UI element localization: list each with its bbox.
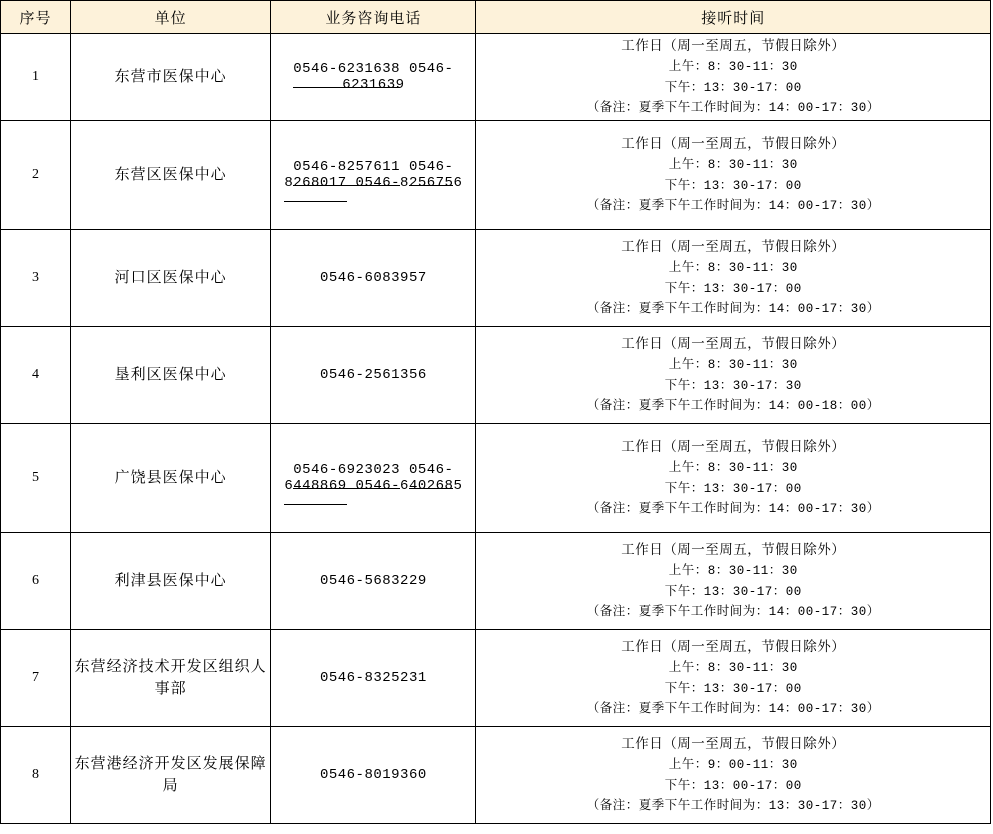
- phone-stack: [271, 61, 475, 93]
- service-hours-note: （备注：夏季下午工作时间为：14：00-17：30）: [586, 101, 880, 116]
- service-hours-note: （备注：夏季下午工作时间为：14：00-17：30）: [586, 502, 880, 517]
- service-hours-note: （备注：夏季下午工作时间为：14：00-17：30）: [586, 302, 880, 317]
- unit-name: 垦利区医保中心: [71, 327, 271, 424]
- service-hours-note: （备注：夏季下午工作时间为：14：00-17：30）: [586, 605, 880, 620]
- service-hours-line: 工作日（周一至周五，节假日除外）: [621, 37, 846, 53]
- service-hours-line: 下午：13：30-17：00: [664, 481, 802, 496]
- service-hours: [476, 630, 991, 727]
- service-hours-line: 上午：8：30-11：30: [668, 461, 798, 476]
- row-number: 5: [1, 424, 71, 533]
- table-row: [1, 727, 991, 824]
- service-hours-line: 上午：8：30-11：30: [668, 158, 798, 173]
- service-hours: [476, 533, 991, 630]
- phone-number: 0546-6402685: [355, 478, 463, 494]
- table-row: [1, 533, 991, 630]
- phone-number: 0546-6448869: [284, 452, 453, 505]
- unit-name: 东营港经济开发区发展保障局: [71, 727, 271, 824]
- row-number: 7: [1, 630, 71, 727]
- phone-stack: [271, 462, 475, 494]
- phone-number: 0546-8256756: [355, 175, 463, 191]
- service-hours-line: 上午：9：00-11：30: [668, 758, 798, 773]
- service-hours: [476, 424, 991, 533]
- service-hours-line: 上午：8：30-11：30: [668, 661, 798, 676]
- unit-name: 东营市医保中心: [71, 34, 271, 121]
- service-hours-line: 下午：13：30-17：00: [664, 681, 802, 696]
- phone-number: 0546-8019360: [271, 727, 476, 824]
- phone-number: 0546-6923023: [293, 452, 400, 489]
- service-hours-line: 工作日（周一至周五，节假日除外）: [621, 135, 846, 151]
- service-hours-line: 下午：13：00-17：00: [664, 778, 802, 793]
- service-hours-line: 工作日（周一至周五，节假日除外）: [621, 638, 846, 654]
- column-header-time: 接听时间: [476, 1, 991, 34]
- phone-number: 0546-8325231: [271, 630, 476, 727]
- unit-name: 东营区医保中心: [71, 121, 271, 230]
- service-hours-note: （备注：夏季下午工作时间为：14：00-18：00）: [586, 399, 880, 414]
- table-row: [1, 327, 991, 424]
- service-hours: [476, 327, 991, 424]
- service-hours: [476, 727, 991, 824]
- service-hours-line: 上午：8：30-11：30: [668, 60, 798, 75]
- phone-number: 0546-6083957: [271, 230, 476, 327]
- table-row: [1, 230, 991, 327]
- column-header-phone: 业务咨询电话: [271, 1, 476, 34]
- row-number: 6: [1, 533, 71, 630]
- unit-name: 广饶县医保中心: [71, 424, 271, 533]
- service-hours-line: 下午：13：30-17：00: [664, 281, 802, 296]
- service-hours-line: 上午：8：30-11：30: [668, 564, 798, 579]
- table-header-row: [1, 1, 991, 34]
- table-row: [1, 34, 991, 121]
- phone-list: [271, 121, 476, 230]
- phone-number: 0546-8257611: [293, 149, 400, 186]
- unit-name: 利津县医保中心: [71, 533, 271, 630]
- service-hours-line: 下午：13：30-17：00: [664, 178, 802, 193]
- phone-number: 0546-8268017: [284, 149, 453, 202]
- row-number: 3: [1, 230, 71, 327]
- phone-number: 0546-2561356: [271, 327, 476, 424]
- phone-list: [271, 424, 476, 533]
- service-hours-line: 工作日（周一至周五，节假日除外）: [621, 238, 846, 254]
- service-hours: [476, 34, 991, 121]
- service-hours-line: 上午：8：30-11：30: [668, 261, 798, 276]
- service-hours-note: （备注：夏季下午工作时间为：13：30-17：30）: [586, 799, 880, 814]
- phone-number: 0546-6231639: [342, 61, 454, 93]
- service-hours-line: 下午：13：30-17：00: [664, 584, 802, 599]
- column-header-no: 序号: [1, 1, 71, 34]
- row-number: 2: [1, 121, 71, 230]
- table-row: [1, 424, 991, 533]
- service-hours-note: （备注：夏季下午工作时间为：14：00-17：30）: [586, 702, 880, 717]
- table-row: [1, 121, 991, 230]
- service-hours: [476, 230, 991, 327]
- unit-name: 河口区医保中心: [71, 230, 271, 327]
- service-hours-line: 工作日（周一至周五，节假日除外）: [621, 735, 846, 751]
- service-hours-line: 上午：8：30-11：30: [668, 358, 798, 373]
- service-hours-line: 工作日（周一至周五，节假日除外）: [621, 541, 846, 557]
- row-number: 8: [1, 727, 71, 824]
- service-hours-line: 下午：13：30-17：00: [664, 80, 802, 95]
- phone-number: 0546-6231638: [293, 51, 400, 88]
- phone-list: [271, 34, 476, 121]
- service-hours-line: 工作日（周一至周五，节假日除外）: [621, 438, 846, 454]
- service-hours-line: 工作日（周一至周五，节假日除外）: [621, 335, 846, 351]
- row-number: 4: [1, 327, 71, 424]
- unit-name: 东营经济技术开发区组织人事部: [71, 630, 271, 727]
- service-hours-line: 下午：13：30-17：30: [664, 378, 802, 393]
- table-body: [1, 34, 991, 824]
- service-hours-note: （备注：夏季下午工作时间为：14：00-17：30）: [586, 199, 880, 214]
- phone-stack: [271, 159, 475, 191]
- table-row: [1, 630, 991, 727]
- phone-number: 0546-5683229: [271, 533, 476, 630]
- row-number: 1: [1, 34, 71, 121]
- service-hours: [476, 121, 991, 230]
- table-header: [1, 1, 991, 34]
- column-header-unit: 单位: [71, 1, 271, 34]
